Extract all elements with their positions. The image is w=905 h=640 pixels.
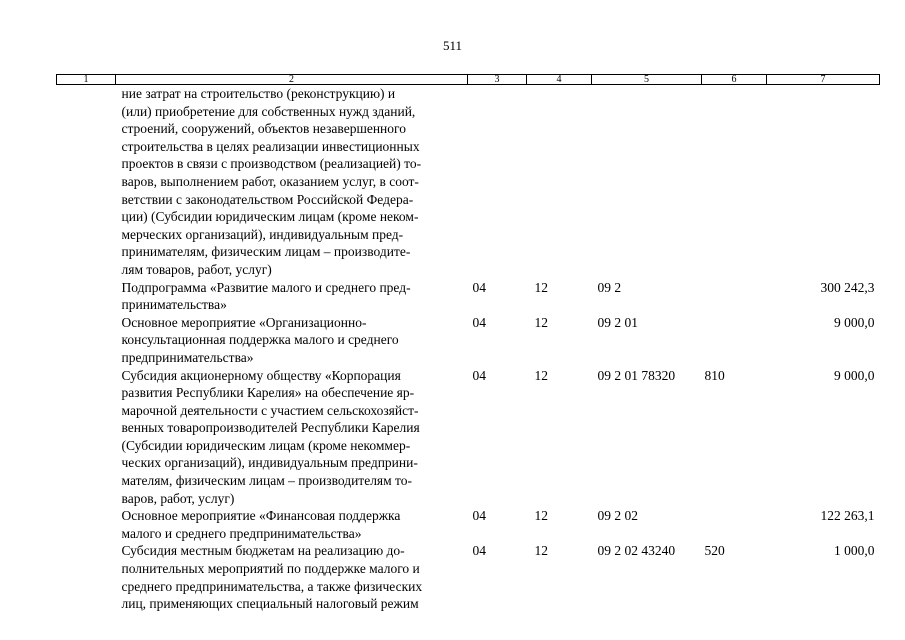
target-code: 09 2 02 bbox=[597, 508, 638, 524]
column-number-header-row bbox=[57, 75, 880, 85]
subsection-code: 12 bbox=[534, 279, 548, 295]
column-header-1: 1 bbox=[57, 75, 116, 85]
table-row bbox=[57, 367, 880, 508]
table-row bbox=[57, 542, 880, 612]
expense-type-code bbox=[702, 279, 767, 314]
budget-table bbox=[56, 74, 880, 613]
subsection-code: 12 bbox=[534, 314, 548, 330]
row-index-cell bbox=[57, 507, 116, 542]
target-code: 09 2 02 43240 bbox=[597, 543, 676, 559]
column-header-2: 2 bbox=[116, 75, 468, 85]
amount-value bbox=[767, 85, 880, 279]
amount-value: 300 242,3 bbox=[820, 279, 875, 295]
row-index-cell bbox=[57, 542, 116, 612]
amount-value: 1 000,0 bbox=[834, 543, 875, 559]
target-code: 09 2 01 78320 bbox=[597, 367, 676, 383]
table-row bbox=[57, 314, 880, 367]
row-index-cell bbox=[57, 367, 116, 508]
section-code: 04 bbox=[472, 314, 486, 330]
page-number: 511 bbox=[442, 38, 463, 53]
expense-type-code: 810 bbox=[704, 367, 725, 383]
amount-value: 9 000,0 bbox=[834, 314, 875, 330]
target-code bbox=[592, 85, 702, 279]
section-code: 04 bbox=[472, 543, 486, 559]
section-code: 04 bbox=[472, 367, 486, 383]
subsection-code bbox=[527, 85, 592, 279]
column-header-6: 6 bbox=[702, 75, 767, 85]
row-index-cell bbox=[57, 85, 116, 279]
expense-type-code bbox=[702, 85, 767, 279]
row-index-cell bbox=[57, 314, 116, 367]
amount-value: 9 000,0 bbox=[834, 367, 875, 383]
item-name: Основное мероприятие «Организационно- консультационная поддержка малого и среднего предпринимательства» bbox=[121, 314, 399, 365]
subsection-code: 12 bbox=[534, 367, 548, 383]
subsection-code: 12 bbox=[534, 508, 548, 524]
item-name: Субсидия акционерному обществу «Корпорация развития Республики Карелия» на обеспечение яр- марочной деятельности с участием сельскохозяйст- венных товаропроизводителей Республики Карелия (Субсидии юридическим лицам (кроме некоммер- ческих организаций), индивидуальным предприни- мателям, физическим лицам – производителям то- варов, работ, услуг) bbox=[121, 367, 420, 506]
section-code: 04 bbox=[472, 508, 486, 524]
target-code: 09 2 01 bbox=[597, 314, 638, 330]
column-header-7: 7 bbox=[767, 75, 880, 85]
target-code: 09 2 bbox=[597, 279, 622, 295]
item-name: Подпрограмма «Развитие малого и среднего пред- принимательства» bbox=[121, 279, 411, 313]
column-header-4: 4 bbox=[527, 75, 592, 85]
subsection-code: 12 bbox=[534, 543, 548, 559]
table-row bbox=[57, 85, 880, 279]
item-name: Субсидия местным бюджетам на реализацию до- полнительных мероприятий по поддержке малого и среднего предпринимательства, а также физических лиц, применяющих специальный налоговый режим bbox=[121, 543, 423, 612]
expense-type-code bbox=[702, 507, 767, 542]
expense-type-code bbox=[702, 314, 767, 367]
table-row bbox=[57, 507, 880, 542]
table-row bbox=[57, 279, 880, 314]
row-index-cell bbox=[57, 279, 116, 314]
amount-value: 122 263,1 bbox=[820, 508, 875, 524]
expense-type-code: 520 bbox=[704, 543, 725, 559]
column-header-3: 3 bbox=[468, 75, 527, 85]
section-code: 04 bbox=[472, 279, 486, 295]
item-name: Основное мероприятие «Финансовая поддержка малого и среднего предпринимательства» bbox=[121, 508, 401, 541]
section-code bbox=[468, 85, 527, 279]
item-name: ние затрат на строительство (реконструкцию) и (или) приобретение для собственных нужд зданий, строений, сооружений, объектов незавершенного строительства в целях реализации инвестиционных проектов в связи с производством (реализацией) то- варов, выполнением работ, оказанием услуг, в соот- ветствии с законодательством Российской Федера- ции) (Субсидии юридическим лицам (кроме неком- мерческих организаций), индивидуальным пред- принимателям, физическим лицам – производите- лям товаров, работ, услуг) bbox=[121, 86, 422, 277]
column-header-5: 5 bbox=[592, 75, 702, 85]
